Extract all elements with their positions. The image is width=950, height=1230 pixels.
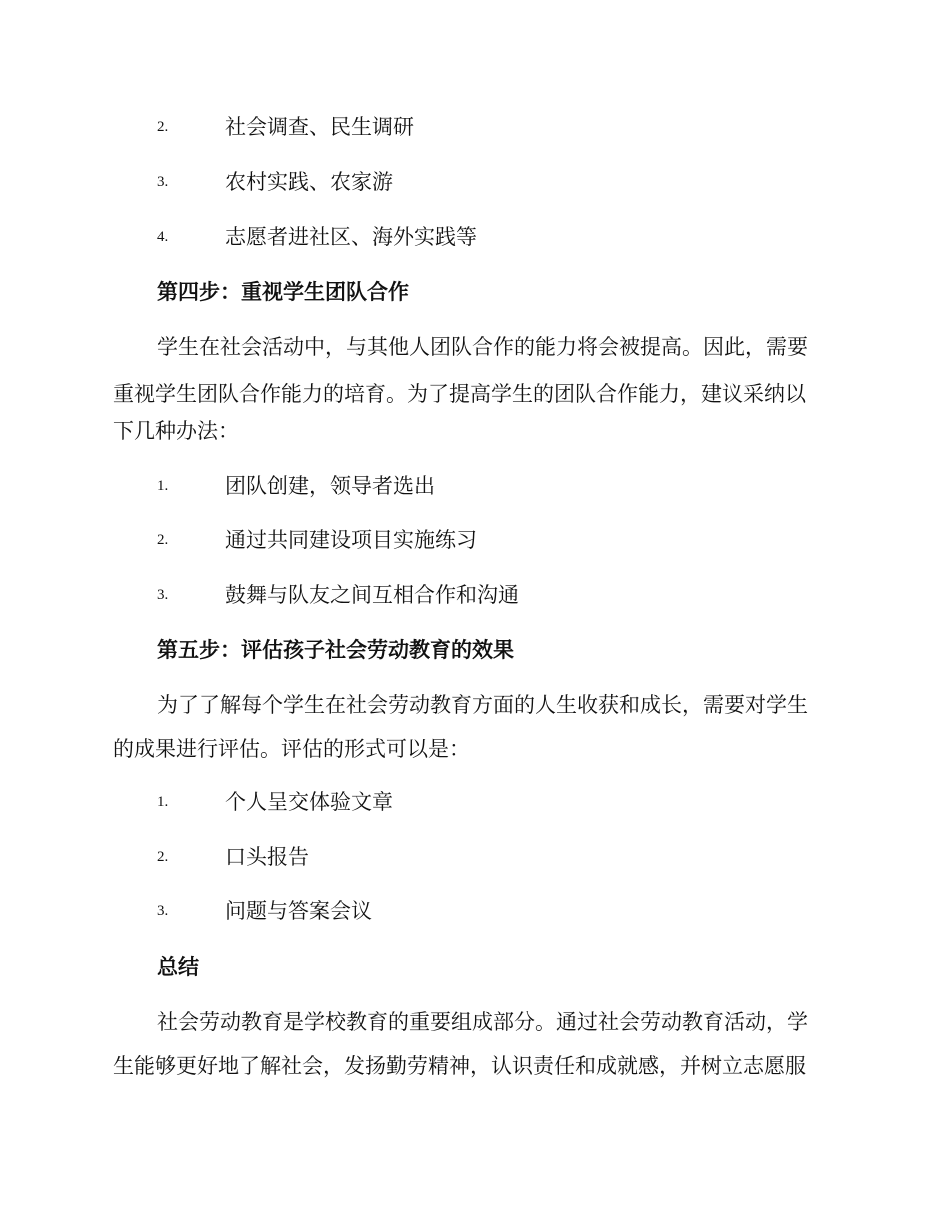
list-item — [0, 525, 950, 555]
list-item-text: 问题与答案会议 — [225, 899, 372, 923]
list-number: 3. — [157, 903, 169, 919]
section-heading-summary: 总结 — [157, 954, 199, 979]
list-item-text: 社会调查、民生调研 — [225, 115, 414, 139]
list-item — [0, 471, 950, 501]
paragraph-line: 的成果进行评估。评估的形式可以是： — [113, 737, 470, 761]
list-item — [0, 842, 950, 872]
paragraph-line: 下几种办法： — [113, 419, 239, 443]
paragraph-summary — [113, 1007, 833, 1091]
section-heading-step4: 第四步：重视学生团队合作 — [157, 279, 409, 304]
list-item-text: 个人呈交体验文章 — [225, 790, 393, 814]
list-item — [0, 167, 950, 197]
paragraph-step4 — [113, 332, 833, 443]
list-item-text: 口头报告 — [225, 845, 309, 869]
paragraph-step5 — [113, 690, 833, 774]
list-number: 1. — [157, 794, 169, 810]
list-item — [0, 222, 950, 252]
paragraph-line: 学生在社会活动中，与其他人团队合作的能力将会被提高。因此，需要 — [157, 335, 808, 359]
section-heading-step5: 第五步：评估孩子社会劳动教育的效果 — [157, 637, 514, 662]
list-number: 1. — [157, 478, 169, 494]
paragraph-line: 为了了解每个学生在社会劳动教育方面的人生收获和成长，需要对学生 — [157, 693, 808, 717]
list-item — [0, 112, 950, 142]
list-number: 3. — [157, 587, 169, 603]
list-item-text: 志愿者进社区、海外实践等 — [225, 225, 477, 249]
list-item-text: 团队创建，领导者选出 — [225, 474, 435, 498]
list-item-text: 鼓舞与队友之间互相合作和沟通 — [225, 583, 519, 607]
list-item — [0, 896, 950, 926]
list-item — [0, 580, 950, 610]
paragraph-line: 重视学生团队合作能力的培育。为了提高学生的团队合作能力，建议采纳以 — [113, 382, 806, 406]
list-item-text: 通过共同建设项目实施练习 — [225, 528, 477, 552]
list-number: 2. — [157, 532, 169, 548]
list-number: 4. — [157, 229, 169, 245]
paragraph-line: 生能够更好地了解社会，发扬勤劳精神，认识责任和成就感，并树立志愿服 — [113, 1054, 806, 1078]
list-item — [0, 787, 950, 817]
list-number: 2. — [157, 849, 169, 865]
list-item-text: 农村实践、农家游 — [225, 170, 393, 194]
list-number: 3. — [157, 174, 169, 190]
list-number: 2. — [157, 119, 169, 135]
paragraph-line: 社会劳动教育是学校教育的重要组成部分。通过社会劳动教育活动，学 — [157, 1010, 808, 1034]
